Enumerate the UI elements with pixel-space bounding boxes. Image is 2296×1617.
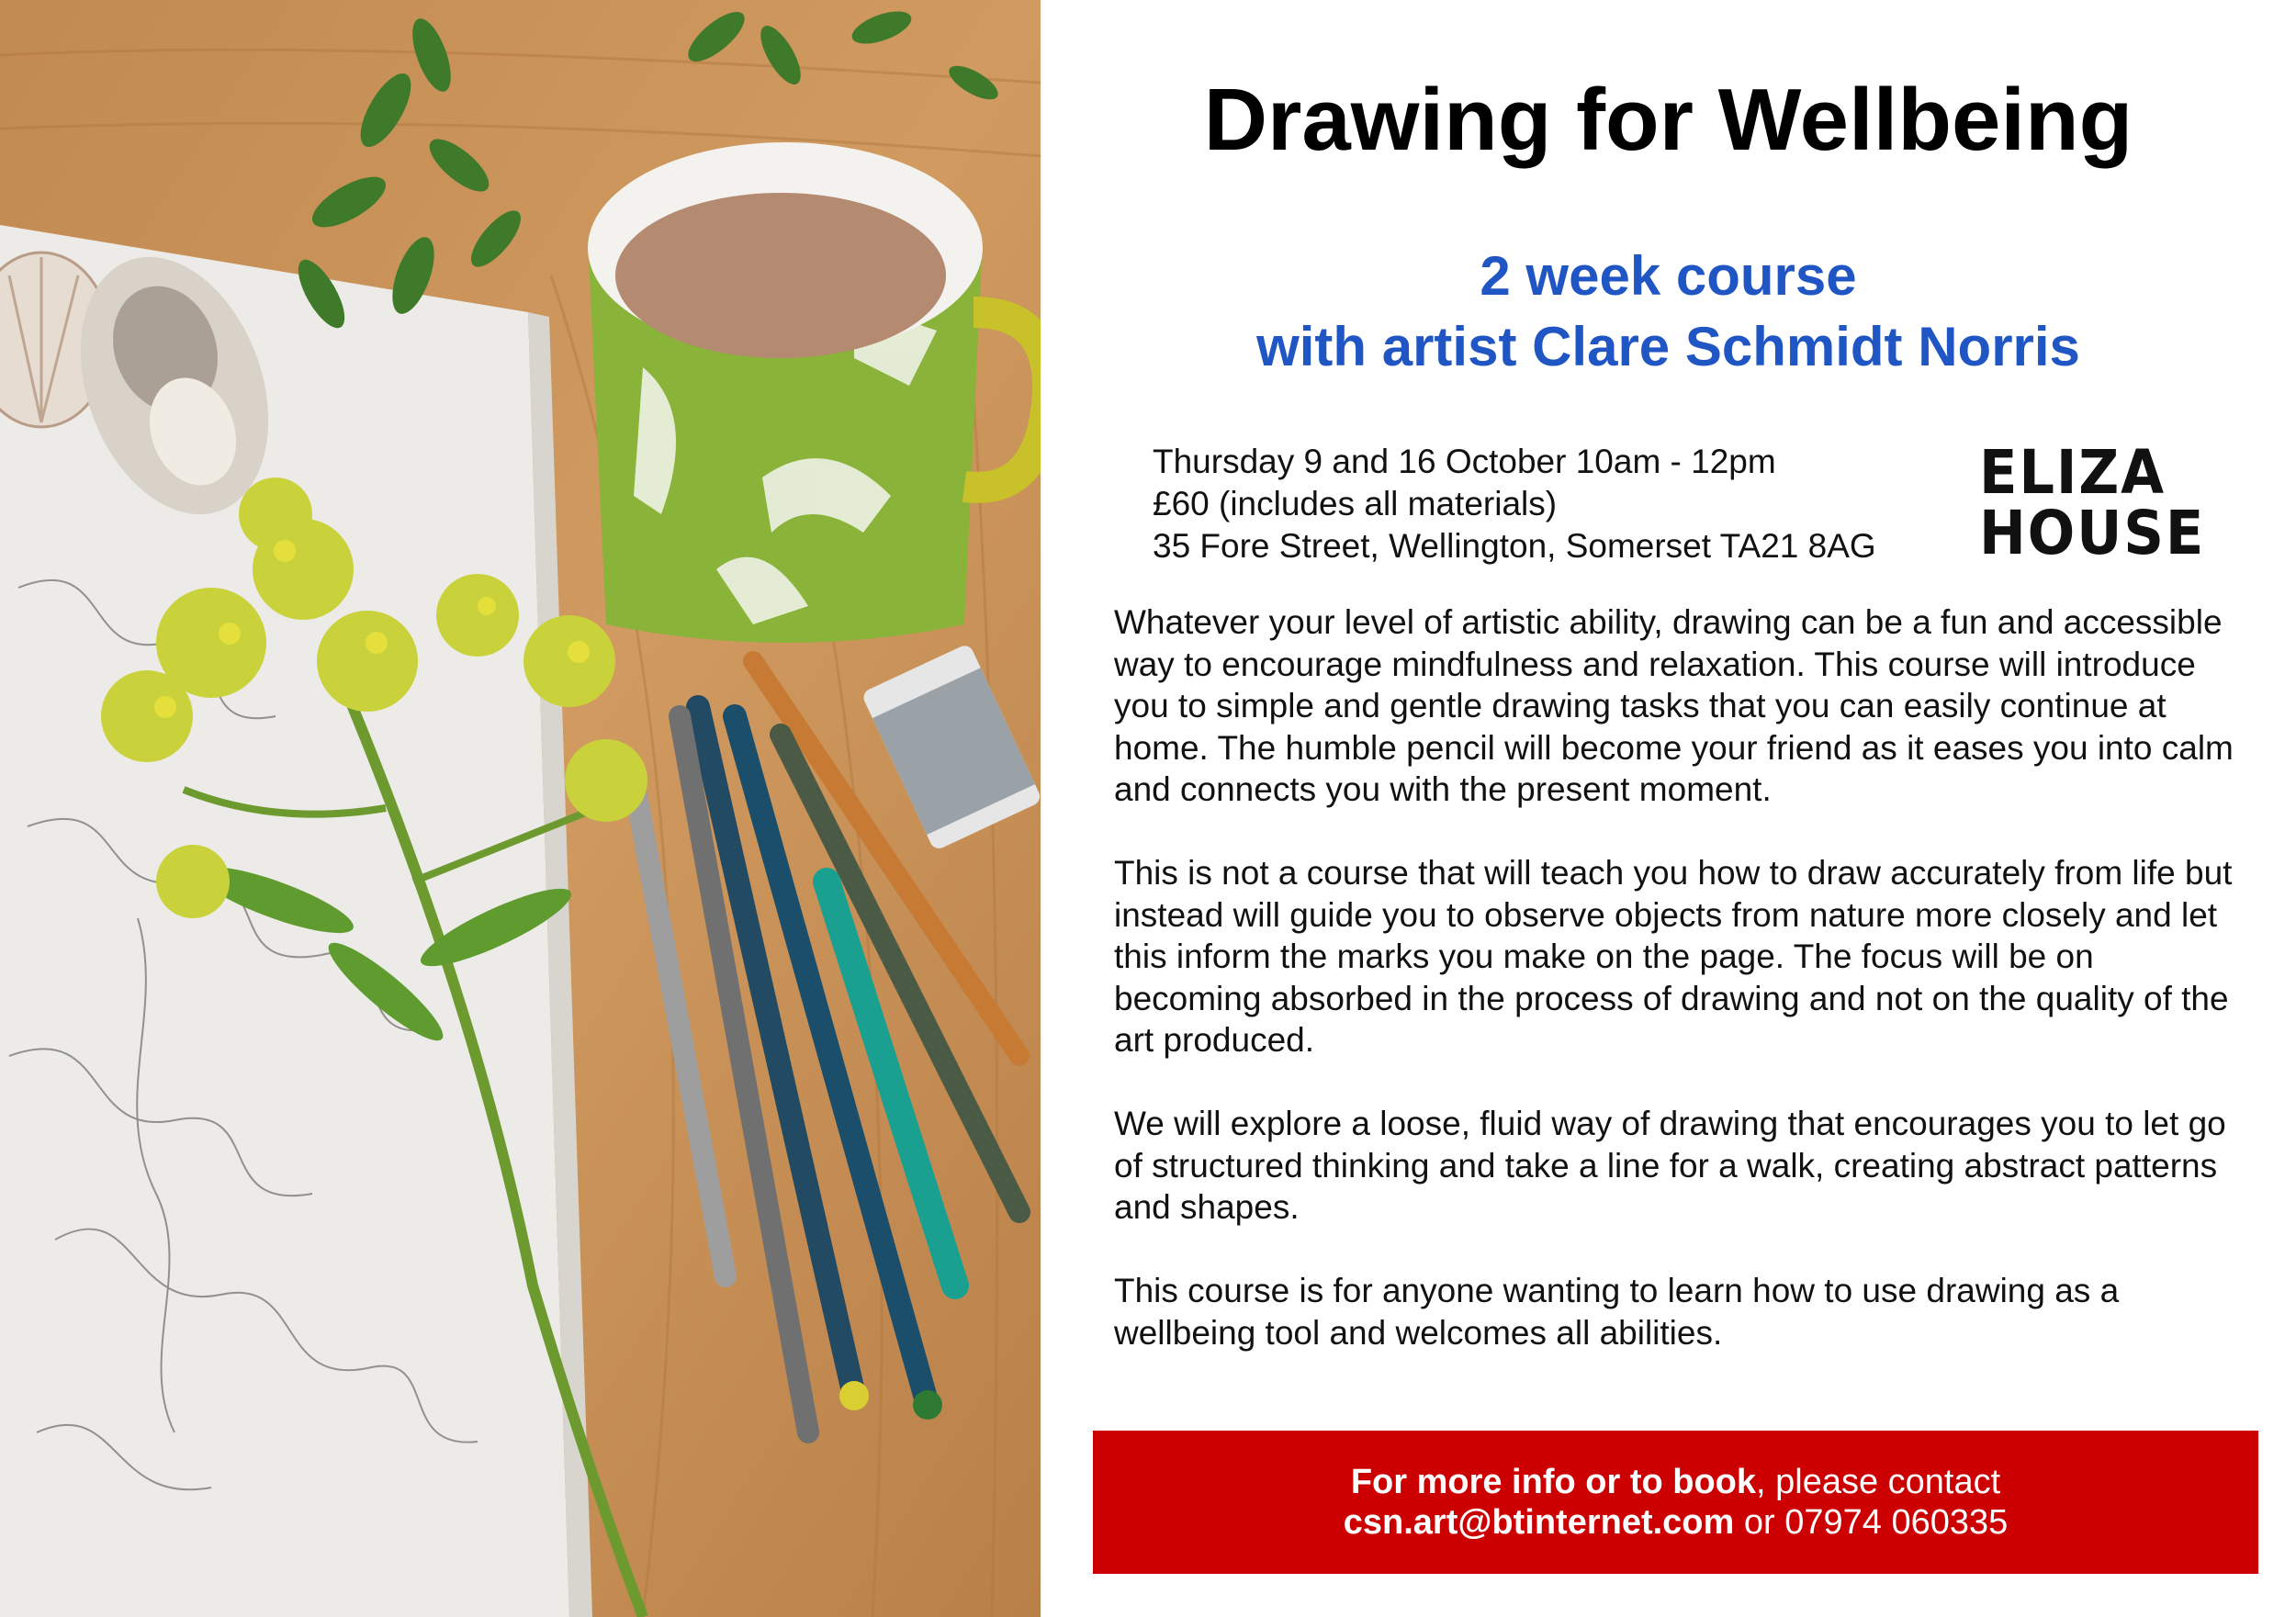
booking-lead-rest: , please contact (1756, 1463, 2001, 1501)
subtitle-line-2: with artist Clare Schmidt Norris (1256, 316, 2080, 377)
booking-line-2 (1093, 1502, 2258, 1543)
booking-lead: For more info or to book (1350, 1463, 1757, 1501)
description-paragraph-2: This is not a course that will teach you how to draw accurately from life but instead will guide you to observe objects from nature more closely and let this inform the marks you make on the page. The focus will be on becoming absorbed in the process of drawing and not on the quality of the art produced. (1114, 854, 2233, 1059)
booking-line-1 (1093, 1462, 2258, 1502)
eliza-house-logo (1979, 437, 2209, 571)
description-paragraph-4: This course is for anyone wanting to learn how to use drawing as a wellbeing tool and welcomes all abilities. (1114, 1272, 2120, 1352)
description-paragraph-1: Whatever your level of artistic ability, drawing can be a fun and accessible way to encourage mindfulness and relaxation. This course will introduce you to simple and gentle drawing tasks that you can easily continue at home. The humble pencil will become your friend as it eases you into calm and connects you with the present moment. (1114, 603, 2234, 808)
date-time: Thursday 9 and 16 October 10am - 12pm (1153, 443, 1776, 480)
info-panel (1041, 0, 2296, 1617)
price: £60 (includes all materials) (1153, 485, 1558, 522)
logo-line-1: ELIZA (1979, 437, 2166, 508)
course-photo (0, 0, 1041, 1617)
logo-line-2: HOUSE (1979, 498, 2206, 568)
course-description (1114, 601, 2244, 1396)
subtitle-line-1: 2 week course (1480, 245, 1857, 307)
contact-or: or (1734, 1503, 1785, 1542)
course-details (1153, 441, 1876, 567)
description-paragraph-3: We will explore a loose, fluid way of drawing that encourages you to let go of structured thinking and take a line for a walk, creating abstract patterns and shapes. (1114, 1105, 2226, 1226)
booking-banner (1093, 1431, 2258, 1574)
address: 35 Fore Street, Wellington, Somerset TA21 8AG (1153, 527, 1876, 565)
contact-phone[interactable]: 07974 060335 (1784, 1503, 2009, 1542)
page-title: Drawing for Wellbeing (1203, 71, 2133, 169)
still-life-photo-icon (0, 0, 1041, 1617)
course-subtitle (1041, 241, 2296, 382)
contact-email[interactable]: csn.art@btinternet.com (1343, 1503, 1735, 1542)
